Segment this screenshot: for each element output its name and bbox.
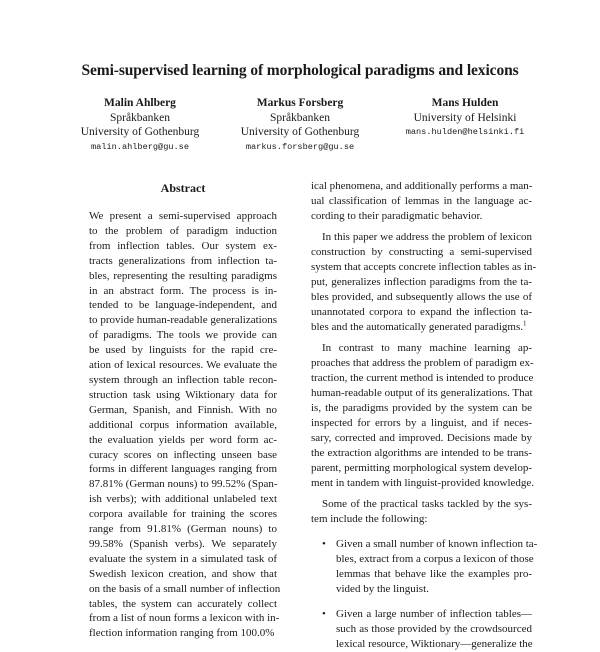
text-line: curacy scores on inflecting unseen base [89, 448, 277, 461]
author-affiliation: University of Helsinki [413, 111, 517, 124]
text-line: corpora available for training the scores [89, 508, 277, 521]
text-line: bles, extract from a corpus a lexicon of those [336, 553, 534, 565]
author-2 [215, 96, 385, 155]
text-line: Swedish lexicon creation, and show that [89, 567, 277, 580]
text-line: bles and the automatically generated paradigms.$^1$ [311, 319, 527, 333]
text-line: bles provided, and subsequently allows the use of [311, 291, 532, 303]
text-line: the evaluation yields per word form ac- [89, 433, 277, 446]
author-affiliation: Språkbanken [269, 111, 331, 124]
author-email: malin.ahlberg@gu.se [91, 141, 189, 152]
text-line: cording to their paradigmatic behavior. [311, 210, 483, 222]
text-line: construction by constructing a semi-supervised [311, 246, 532, 258]
text-line: of paradigms. The tools we provide can [89, 329, 277, 342]
abstract-text [89, 209, 281, 641]
author-email: mans.hulden@helsinki.fi [405, 127, 525, 137]
text-line: inspected for errors by a linguist, and if neces- [311, 417, 532, 429]
text-line: put, generalizes inflection paradigms from the ta- [311, 276, 532, 288]
author-name: Malin Ahlberg [104, 97, 176, 109]
text-line: lemmas that behave like the examples pro- [336, 568, 532, 580]
text-line: range from 91.81% (German nouns) to [89, 523, 277, 536]
text-line: ish verbs); with additional unlabeled text [89, 493, 277, 506]
text-line: system through an inflection table recon- [89, 373, 277, 386]
bullet-item-2 [311, 607, 532, 652]
text-line: Some of the practical tasks tackled by the sys- [322, 498, 532, 510]
text-line: to provide human-readable generalizations [89, 314, 277, 327]
text-line: bles, representing the resulting paradigms [89, 269, 277, 282]
text-line: ation of lexical resources. We evaluate the [89, 359, 277, 372]
text-line: unannotated corpora to expand the inflection ta- [311, 306, 532, 318]
text-line: on the basis of a small number of inflection [89, 582, 281, 595]
text-line: additional corpus information available, [89, 418, 277, 431]
text-line: tracts generalizations from inflection ta- [89, 254, 277, 267]
author-name: Mans Hulden [431, 97, 499, 109]
text-line: be used by linguists for the rapid cre- [89, 344, 277, 357]
text-line: parent, permitting morphological system develop- [311, 462, 532, 474]
text-line: tables, the system can accurately collect [89, 597, 277, 610]
text-line: vided by the linguist. [336, 583, 429, 595]
text-line: traction, the current method is intended to produce [311, 372, 534, 384]
text-line: forms in different languages ranging from [89, 463, 277, 476]
bullet-item-1 [311, 537, 538, 597]
intro-paragraph-1 [311, 179, 532, 224]
right-column [311, 179, 538, 652]
text-line: sary, corrected and improved. Decisions made by [311, 432, 532, 444]
intro-paragraph-3 [311, 341, 535, 491]
text-line: tended to be language-independent, and [89, 299, 277, 312]
text-line: Given a large number of inflection tables— [336, 608, 532, 620]
text-line: flection information ranging from 100.0% [89, 627, 275, 640]
text-line: 87.81% (German nouns) to 99.52% (Span- [89, 478, 278, 491]
paper-title: Semi-supervised learning of morphological paradigms and lexicons [81, 62, 519, 79]
bullet-icon: • [322, 538, 326, 550]
footnote-marker: 1 [522, 319, 527, 328]
text-line: lexical resource, Wiktionary—generalize the [336, 638, 533, 650]
text-line: is, the paradigms provided by the system can be [311, 402, 532, 414]
author-1 [55, 96, 225, 155]
author-affiliation: University of Gothenburg [240, 126, 360, 138]
text-line: proaches that address the problem of paradigm ex- [311, 357, 534, 369]
bullet-text [336, 607, 532, 652]
text-line: from a list of noun forms a lexicon with in- [89, 612, 280, 625]
text-line: We present a semi-supervised approach [89, 210, 277, 222]
text-line: such as those provided by the crowdsourced [336, 623, 532, 635]
text-line: In contrast to many machine learning ap- [322, 342, 532, 354]
text-line: ical phenomena, and additionally performs a man- [311, 180, 533, 192]
text-line: evaluate the system in a simulated task of [89, 552, 277, 565]
text-line: to the problem of paradigm induction [89, 224, 277, 237]
text-line: ual classification of lemmas in the language ac- [311, 195, 532, 207]
text-line: In this paper we address the problem of lexicon [322, 231, 532, 243]
text-line: human-readable output of its generalizations. That [311, 387, 533, 399]
intro-paragraph-2 [311, 230, 537, 335]
text-line: from inflection tables. Our system ex- [89, 239, 277, 252]
text-line: tem include the following: [311, 513, 428, 525]
text-line: system that accepts concrete inflection tables as in- [311, 261, 537, 273]
text-line: the extraction algorithms are intended to be trans- [311, 447, 532, 459]
author-3 [380, 96, 550, 140]
author-email: markus.forsberg@gu.se [245, 141, 355, 152]
text-line: 99.58% (Spanish verbs). We separately [89, 537, 277, 550]
text-line: struction task using Wiktionary data for [89, 388, 277, 401]
text-line: German, Spanish, and Finnish. With no [89, 403, 277, 416]
text-line: in an abstract form. The process is in- [89, 284, 277, 297]
author-name: Markus Forsberg [256, 97, 344, 109]
text-line: ment in tandem with linguist-provided knowledge. [311, 477, 535, 489]
author-affiliation: Språkbanken [109, 111, 171, 124]
author-block [60, 96, 540, 156]
bullet-icon: • [322, 608, 326, 620]
text-line: Given a small number of known inflection ta- [336, 538, 538, 550]
abstract-heading: Abstract [160, 181, 206, 195]
author-affiliation: University of Gothenburg [80, 126, 200, 138]
intro-paragraph-4 [311, 497, 532, 527]
bullet-text [336, 537, 538, 597]
